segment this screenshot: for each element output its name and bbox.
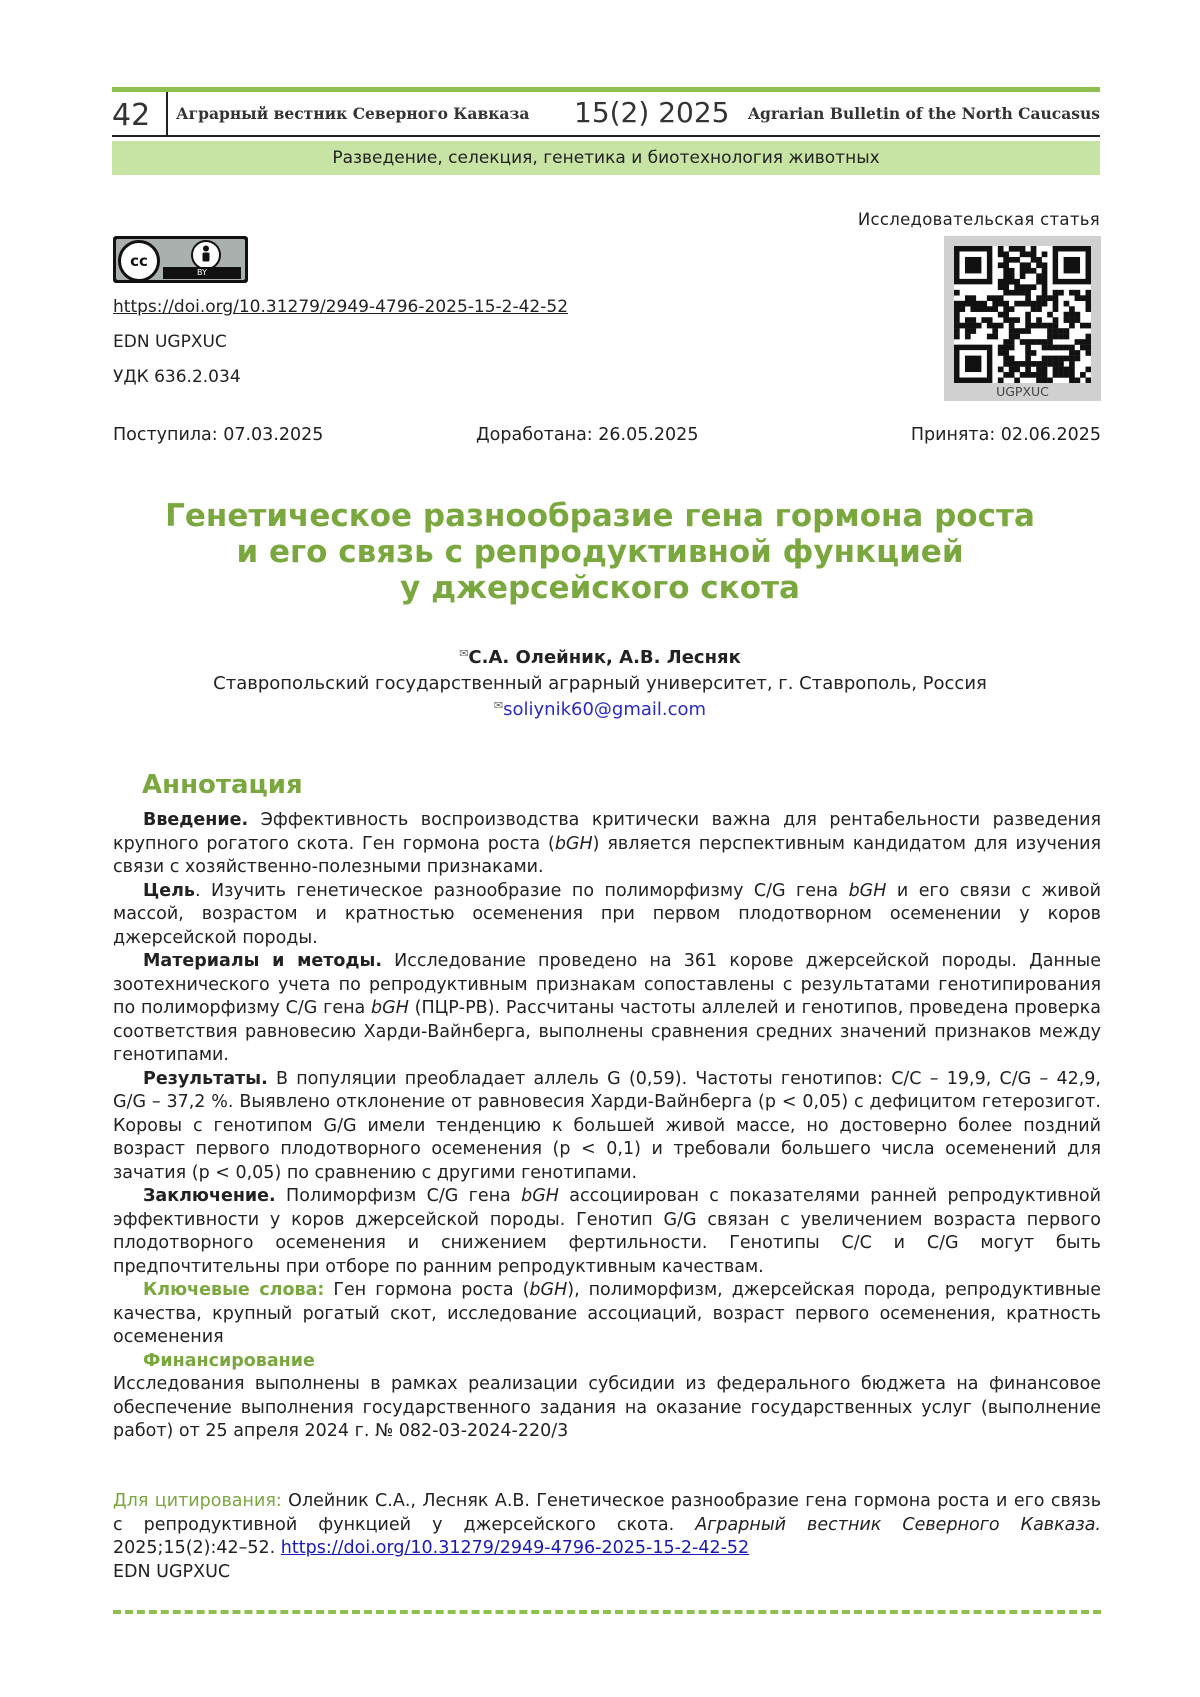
- conclusion-text: Полиморфизм C/G гена: [275, 1186, 522, 1206]
- affiliation: Ставропольский государственный аграрный университет, г. Ставрополь, Россия: [213, 673, 987, 694]
- aim-label: Цель: [143, 880, 195, 901]
- qr-pattern: [954, 246, 1091, 383]
- accepted-date: Принята: 02.06.2025: [910, 425, 1101, 445]
- email-link[interactable]: soliynik60@gmail.com: [503, 699, 707, 720]
- citation-edn: EDN UGPXUC: [113, 1561, 231, 1582]
- citation-journal: Аграрный вестник Северного Кавказа.: [695, 1514, 1101, 1535]
- title-line: Генетическое разнообразие гена гормона роста: [165, 498, 1035, 534]
- edn-code: EDN UGPXUC: [113, 332, 227, 352]
- abstract-results: [113, 1068, 1101, 1186]
- license-by-label: BY: [163, 267, 241, 279]
- dashed-divider: [113, 1610, 1101, 1614]
- authors: [0, 647, 1200, 668]
- header-bottom-rule: [112, 135, 1100, 137]
- qr-code-image: [954, 246, 1091, 383]
- udk-code: УДК 636.2.034: [113, 367, 241, 387]
- person-icon: [193, 242, 219, 268]
- doi-link[interactable]: https://doi.org/10.31279/2949-4796-2025-15-2-42-52: [113, 297, 569, 317]
- methods-label: Материалы и методы.: [143, 951, 383, 971]
- abstract-keywords: [113, 1279, 1101, 1350]
- aim-text: . Изучить генетическое разнообразие по полиморфизму C/G гена: [195, 880, 849, 901]
- abstract-methods: [113, 950, 1101, 1068]
- gene-name: bGH: [529, 1280, 568, 1300]
- methods-text: Исследование проведено на 361 корове джерсейской породы. Данные зоотехнического учета по репродуктивным признакам сопоставлены с результатами генотипирования по полиморфизму C/G гена: [113, 951, 1101, 1018]
- results-text: В популяции преобладает аллель G (0,59). Частоты генотипов: C/C – 19,9, C/G – 42,9, G/G – 37,2 %. Выявлено отклонение от равновесия Харди-Вайнберга (p < 0,05) с дефицитом гетерозигот. Коровы с генотипом G/G имели тенденцию к большей живой массе, но достоверно более поздний возраст первого плодотворного осеменения (p < 0,1) и требовали большего числа осеменений для зачатия (p < 0,05) по сравнению с другими генотипами.: [113, 1068, 1101, 1183]
- section-banner: Разведение, селекция, генетика и биотехнология животных: [112, 141, 1100, 175]
- cc-by-license-badge[interactable]: [113, 236, 248, 283]
- keywords-text: ), полиморфизм, джерсейская порода, репродуктивные качества, крупный рогатый скот, исследование ассоциаций, возраст первого осеменения, кратность осеменения: [113, 1280, 1101, 1347]
- abstract-body: [113, 809, 1101, 1444]
- aim-text: и его связи с живой массой, возрастом и кратностью осеменения при первом плодотворном осеменении у коров джерсейской породы.: [113, 880, 1102, 948]
- abstract-aim: [113, 880, 1101, 951]
- article-title: [100, 498, 1100, 606]
- envelope-icon: ✉: [459, 647, 469, 660]
- envelope-icon: ✉: [493, 699, 504, 712]
- header-top-rule: [112, 87, 1100, 92]
- issue-number: 15(2) 2025: [574, 96, 730, 129]
- citation-doi-link[interactable]: https://doi.org/10.31279/2949-4796-2025-15-2-42-52: [280, 1538, 750, 1558]
- citation-label: Для цитирования:: [113, 1491, 282, 1511]
- abstract-conclusion: [113, 1185, 1101, 1279]
- title-line: у джерсейского скота: [400, 570, 800, 606]
- qr-code[interactable]: [944, 236, 1101, 401]
- intro-text: Эффективность воспроизводства критически важна для рентабельности разведения крупного рогатого скота. Ген гормона роста (: [113, 810, 1101, 854]
- author-names: С.А. Олейник, А.В. Лесняк: [468, 647, 741, 668]
- funding-heading: Финансирование: [143, 1350, 315, 1371]
- citation-details: 2025;15(2):42–52.: [113, 1538, 281, 1558]
- results-label: Результаты.: [143, 1068, 268, 1089]
- conclusion-label: Заключение.: [143, 1186, 276, 1206]
- keywords-text: Ген гормона роста (: [324, 1280, 530, 1300]
- received-date: Поступила: 07.03.2025: [113, 425, 324, 445]
- article-dates: [113, 425, 1101, 449]
- journal-title-en: Agrarian Bulletin of the North Caucasus: [748, 104, 1100, 123]
- abstract-heading: Аннотация: [142, 770, 303, 800]
- gene-name: bGH: [554, 833, 593, 854]
- citation-text: Олейник С.А., Лесняк А.В. Генетическое разнообразие гена гормона роста и его связь с репродуктивной функцией у джерсейского скота.: [113, 1491, 1102, 1535]
- running-header: [112, 87, 1100, 137]
- revised-date: Доработана: 26.05.2025: [476, 425, 699, 445]
- title-line: и его связь с репродуктивной функцией: [236, 534, 964, 570]
- conclusion-text: ассоциирован с показателями ранней репродуктивной эффективности у коров джерсейской породы. Генотип G/G связан с увеличением возраста первого плодотворного осеменения и снижением фертильности. Генотипы C/C и C/G могут быть предпочтительны при отборе по ранним репродуктивным качествам.: [113, 1186, 1102, 1277]
- keywords-label: Ключевые слова:: [143, 1280, 325, 1300]
- article-type: Исследовательская статья: [857, 210, 1100, 229]
- attribution-icon: [191, 240, 221, 270]
- corresponding-email: [0, 699, 1200, 720]
- gene-name: bGH: [521, 1186, 559, 1206]
- funding-text: Исследования выполнены в рамках реализации субсидии из федерального бюджета на финансовое обеспечение выполнения государственного задания на оказание государственных услуг (выполнение работ) от 25 апреля 2024 г. № 082-03-2024-220/3: [113, 1374, 1101, 1441]
- abstract-introduction: [113, 809, 1101, 880]
- methods-text: (ПЦР-РВ). Рассчитаны частоты аллелей и генотипов, проведена проверка соответствия равновесию Харди-Вайнберга, выполнены сравнения средних значений признаков между генотипами.: [113, 998, 1101, 1065]
- header-divider: [166, 92, 168, 137]
- gene-name: bGH: [848, 880, 887, 901]
- page-number: 42: [112, 98, 151, 133]
- intro-text: ) является перспективным кандидатом для изучения связи с хозяйственно-полезными признаками.: [113, 833, 1102, 877]
- citation-block: [113, 1490, 1101, 1584]
- cc-icon: cc: [118, 240, 160, 282]
- intro-label: Введение.: [143, 810, 249, 830]
- journal-title-ru: Аграрный вестник Северного Кавказа: [176, 104, 530, 123]
- gene-name: bGH: [371, 998, 409, 1018]
- qr-code-label: UGPXUC: [996, 384, 1049, 399]
